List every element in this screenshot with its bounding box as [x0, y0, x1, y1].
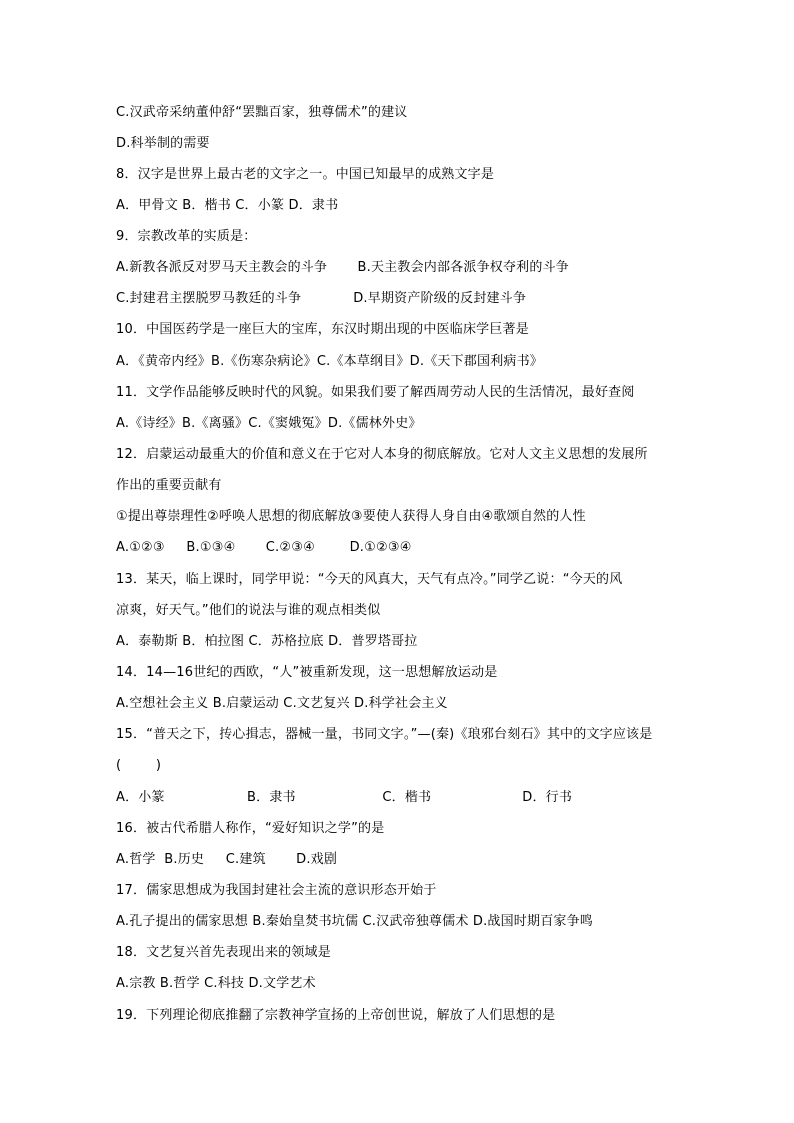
question-line: 11．文学作品能够反映时代的风貌。如果我们要了解西周劳动人民的生活情况，最好查阅 [116, 385, 635, 400]
question-line: 12．启蒙运动最重大的价值和意义在于它对人本身的彻底解放。它对人文主义思想的发展所 [116, 447, 648, 462]
option-line: A.新教各派反对罗马天主教会的斗争 B.天主教会内部各派争权夺利的斗争 [116, 260, 569, 275]
question-line: 15．“普天之下，抟心揖志，器械一量，书同文字。”—(秦)《琅邪台刻石》其中的文字应该是 [116, 727, 653, 742]
question-line: 16．被古代希腊人称作，“爱好知识之学”的是 [116, 821, 385, 836]
question-line: 凉爽，好天气。”他们的说法与谁的观点相类似 [116, 603, 381, 618]
question-line: 13．某天，临上课时，同学甲说：“今天的风真大，天气有点冷。”同学乙说：“今天的风 [116, 572, 623, 587]
option-line: A.①②③ B.①③④ C.②③④ D.①②③④ [116, 540, 412, 555]
option-line: A.孔子提出的儒家思想 B.秦始皇焚书坑儒 C.汉武帝独尊儒术 D.战国时期百家争鸣 [116, 914, 593, 929]
question-line: 作出的重要贡献有 [116, 478, 222, 493]
question-line: 14．14—16世纪的西欧，“人”被重新发现，这一思想解放运动是 [116, 665, 498, 680]
answer-bracket-line: ( ) [116, 758, 162, 773]
question-line: 9．宗教改革的实质是： [116, 229, 257, 244]
option-line: A．《黄帝内经》B.《伤寒杂病论》C.《本草纲目》D.《天下郡国利病书》 [116, 354, 543, 369]
question-line: 8．汉字是世界上最古老的文字之一。中国已知最早的成熟文字是 [116, 167, 495, 182]
option-line: D.科举制的需要 [116, 136, 210, 151]
option-line: A.宗教 B.哲学 C.科技 D.文学艺术 [116, 976, 316, 991]
option-line: A．小篆 B．隶书 C．楷书 D．行书 [116, 790, 573, 805]
question-line: 18．文艺复兴首先表现出来的领域是 [116, 945, 331, 960]
option-line: C.汉武帝采纳董仲舒“罢黜百家，独尊儒术”的建议 [116, 105, 408, 120]
question-line: 19．下列理论彻底推翻了宗教神学宣扬的上帝创世说，解放了人们思想的是 [116, 1008, 556, 1023]
option-line: A.空想社会主义 B.启蒙运动 C.文艺复兴 D.科学社会主义 [116, 696, 448, 711]
statement-line: ①提出尊崇理性②呼唤人思想的彻底解放③要使人获得人身自由④歌颂自然的人性 [116, 509, 586, 524]
option-line: A.《诗经》B.《离骚》C.《窦娥冤》D.《儒林外史》 [116, 416, 422, 431]
option-line: A.哲学 B.历史 C.建筑 D.戏剧 [116, 852, 338, 867]
option-line: C.封建君主摆脱罗马教廷的斗争 D.早期资产阶级的反封建斗争 [116, 291, 527, 306]
question-line: 10．中国医药学是一座巨大的宝库，东汉时期出现的中医临床学巨著是 [116, 322, 529, 337]
option-line: A．甲骨文 B．楷书 C．小篆 D．隶书 [116, 198, 339, 213]
option-line: A．泰勒斯 B．柏拉图 C．苏格拉底 D．普罗塔哥拉 [116, 634, 418, 649]
question-line: 17．儒家思想成为我国封建社会主流的意识形态开始于 [116, 883, 437, 898]
